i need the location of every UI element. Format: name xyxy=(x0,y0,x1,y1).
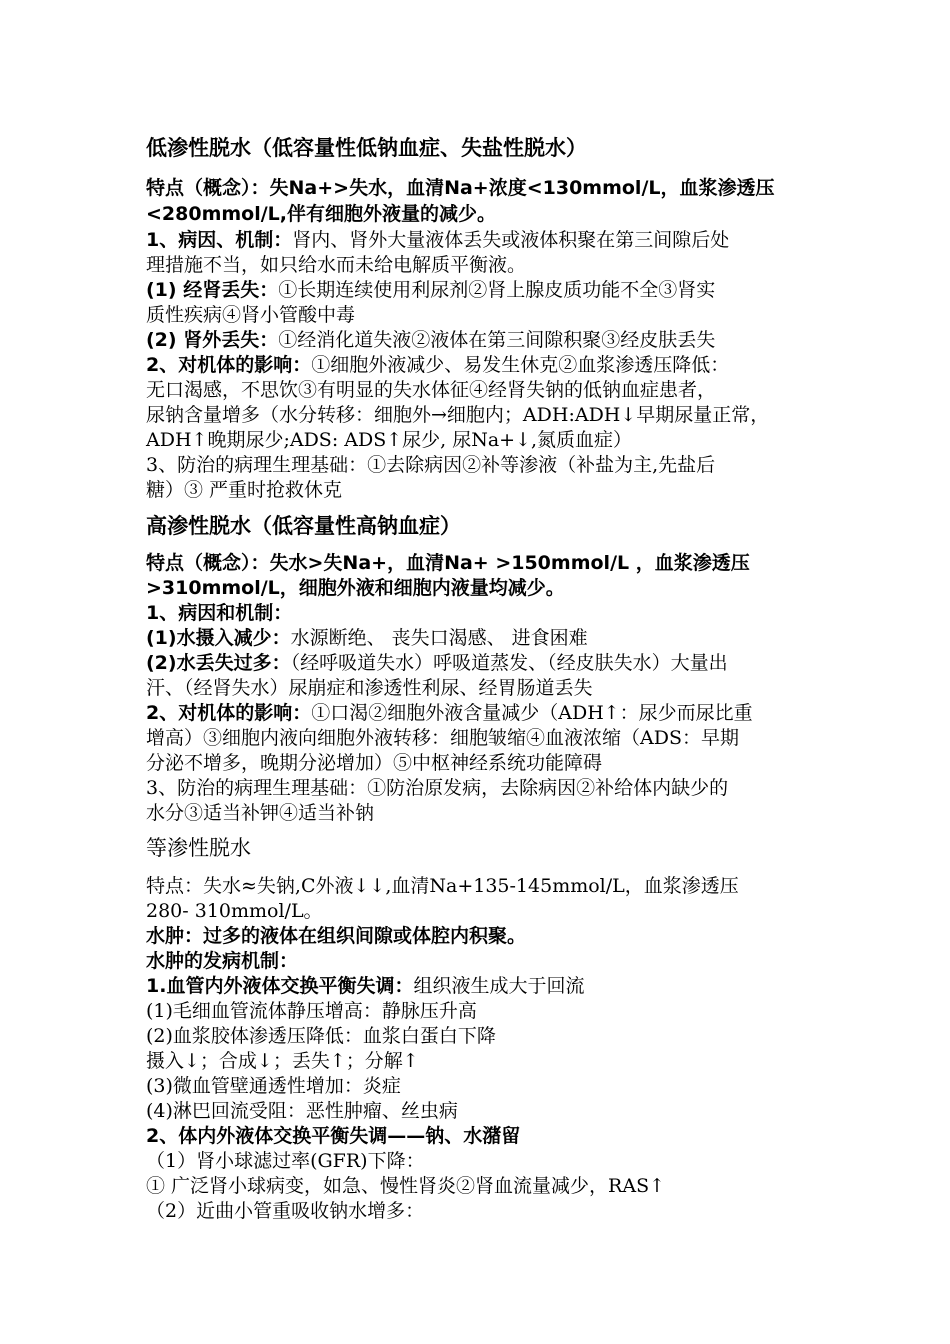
edema-m2-item-2: （2）近曲小管重吸收钠水增多： xyxy=(146,1200,425,1222)
hyper-treat-line-1: 3、防治的病理生理基础：①防治原发病，去除病因②补给体内缺少的 xyxy=(146,777,729,799)
hypo-cause-line-1 xyxy=(146,228,729,252)
hypo-effect-line-4: ADH↑晚期尿少;ADS: ADS↑尿少, 尿Na+↓,氮质血症） xyxy=(146,429,633,451)
hyper-loss-label: (2)水丢失过多： xyxy=(146,652,291,674)
hyper-intake-label: (1)水摄入减少： xyxy=(146,627,291,649)
hyper-loss-line-1 xyxy=(146,651,728,675)
edema-definition: 水肿：过多的液体在组织间隙或体腔内积聚。 xyxy=(146,925,527,947)
hypo-feature-line-2: <280mmol/L,伴有细胞外液量的减少。 xyxy=(146,203,497,225)
hyper-effect-line-2: 增高）③细胞内液向细胞外液转移：细胞皱缩④血液浓缩（ADS：早期 xyxy=(146,727,739,749)
hyper-effect-label: 2、对机体的影响： xyxy=(146,702,312,724)
hypo-treat-line-2: 糖）③ 严重时抢救休克 xyxy=(146,479,343,501)
section-title-hypertonic: 高渗性脱水（低容量性高钠血症） xyxy=(146,514,461,538)
section-title-isotonic: 等渗性脱水 xyxy=(146,836,251,860)
hyper-effect-text-1: ①口渴②细胞外液含量减少（ADH↑：尿少而尿比重 xyxy=(311,702,753,724)
edema-m1-item-3: (3)微血管壁通透性增加：炎症 xyxy=(146,1075,401,1097)
hypo-effect-label: 2、对机体的影响： xyxy=(146,354,312,376)
iso-feature-line-2: 280- 310mmol/L。 xyxy=(146,900,323,922)
hypo-renal-label: (1) 经肾丢失： xyxy=(146,279,279,301)
hyper-loss-text-1: （经呼吸道失水）呼吸道蒸发、（经皮肤失水）大量出 xyxy=(290,652,728,674)
hypo-renal-text-1: ①长期连续使用利尿剂②肾上腺皮质功能不全③肾实 xyxy=(278,279,716,301)
edema-m1-item-4: (4)淋巴回流受阻：恶性肿瘤、丝虫病 xyxy=(146,1100,458,1122)
hypo-effect-line-1 xyxy=(146,353,729,377)
hyper-loss-line-2: 汗、（经肾失水）尿崩症和渗透性利尿、经胃肠道丢失 xyxy=(146,677,593,699)
hypo-effect-text-1: ①细胞外液减少、易发生休克②血浆渗透压降低： xyxy=(311,354,730,376)
hyper-intake-line xyxy=(146,626,588,650)
hyper-feature-line-1: 特点（概念）：失水>失Na+，血清Na+ >150mmol/L ，血浆渗透压 xyxy=(146,552,750,574)
edema-m1-item-1: (1)毛细血管流体静压增高：静脉压升高 xyxy=(146,1000,477,1022)
hypo-cause-text-1: 肾内、肾外大量液体丢失或液体积聚在第三间隙后处 xyxy=(292,229,730,251)
edema-m1-label: 1.血管内外液体交换平衡失调： xyxy=(146,975,414,997)
hypo-extrarenal-line xyxy=(146,328,715,352)
hypo-cause-line-2: 理措施不当，如只给水而未给电解质平衡液。 xyxy=(146,254,527,276)
edema-m1-text: 组织液生成大于回流 xyxy=(413,975,585,997)
edema-m2-heading: 2、体内外液体交换平衡失调——钠、水潴留 xyxy=(146,1125,521,1147)
hypo-treat-line-1: 3、防治的病理生理基础：①去除病因②补等渗液（补盐为主,先盐后 xyxy=(146,454,716,476)
hyper-feature-line-2: >310mmol/L，细胞外液和细胞内液量均减少。 xyxy=(146,577,565,599)
hyper-effect-line-3: 分泌不增多，晚期分泌增加）⑤中枢神经系统功能障碍 xyxy=(146,752,603,774)
hypo-extrarenal-text: ①经消化道失液②液体在第三间隙积聚③经皮肤丢失 xyxy=(278,329,716,351)
hypo-cause-label: 1、病因、机制： xyxy=(146,229,293,251)
section-title-hypotonic: 低渗性脱水（低容量性低钠血症、失盐性脱水） xyxy=(146,136,587,160)
edema-m1-item-2b: 摄入↓；合成↓；丢失↑；分解↑ xyxy=(146,1050,419,1072)
edema-m2-item-1: （1）肾小球滤过率(GFR)下降： xyxy=(146,1150,425,1172)
hyper-effect-line-1 xyxy=(146,701,753,725)
hypo-effect-line-2: 无口渴感，不思饮③有明显的失水体征④经肾失钠的低钠血症患者， xyxy=(146,379,717,401)
hyper-cause-label: 1、病因和机制： xyxy=(146,602,293,624)
hyper-treat-line-2: 水分③适当补钾④适当补钠 xyxy=(146,802,375,824)
hypo-extrarenal-label: (2) 肾外丢失： xyxy=(146,329,279,351)
hypo-renal-line-1 xyxy=(146,278,715,302)
hyper-intake-text: 水源断绝、 丧失口渴感、 进食困难 xyxy=(290,627,588,649)
hypo-effect-line-3: 尿钠含量增多（水分转移：细胞外→细胞内；ADH:ADH↓早期尿量正常， xyxy=(146,404,770,426)
edema-m1-item-2: (2)血浆胶体渗透压降低：血浆白蛋白下降 xyxy=(146,1025,496,1047)
hypo-feature-line-1: 特点（概念）：失Na+>失水，血清Na+浓度<130mmol/L，血浆渗透压 xyxy=(146,177,775,199)
edema-m2-item-1a: ① 广泛肾小球病变，如急、慢性肾炎②肾血流量减少，RAS↑ xyxy=(146,1175,666,1197)
hypo-renal-line-2: 质性疾病④肾小管酸中毒 xyxy=(146,304,356,326)
edema-m1-heading xyxy=(146,974,584,998)
iso-feature-line-1: 特点：失水≈失钠,C外液↓↓,血清Na+135-145mmol/L，血浆渗透压 xyxy=(146,875,739,897)
edema-mechanism-title: 水肿的发病机制： xyxy=(146,950,299,972)
